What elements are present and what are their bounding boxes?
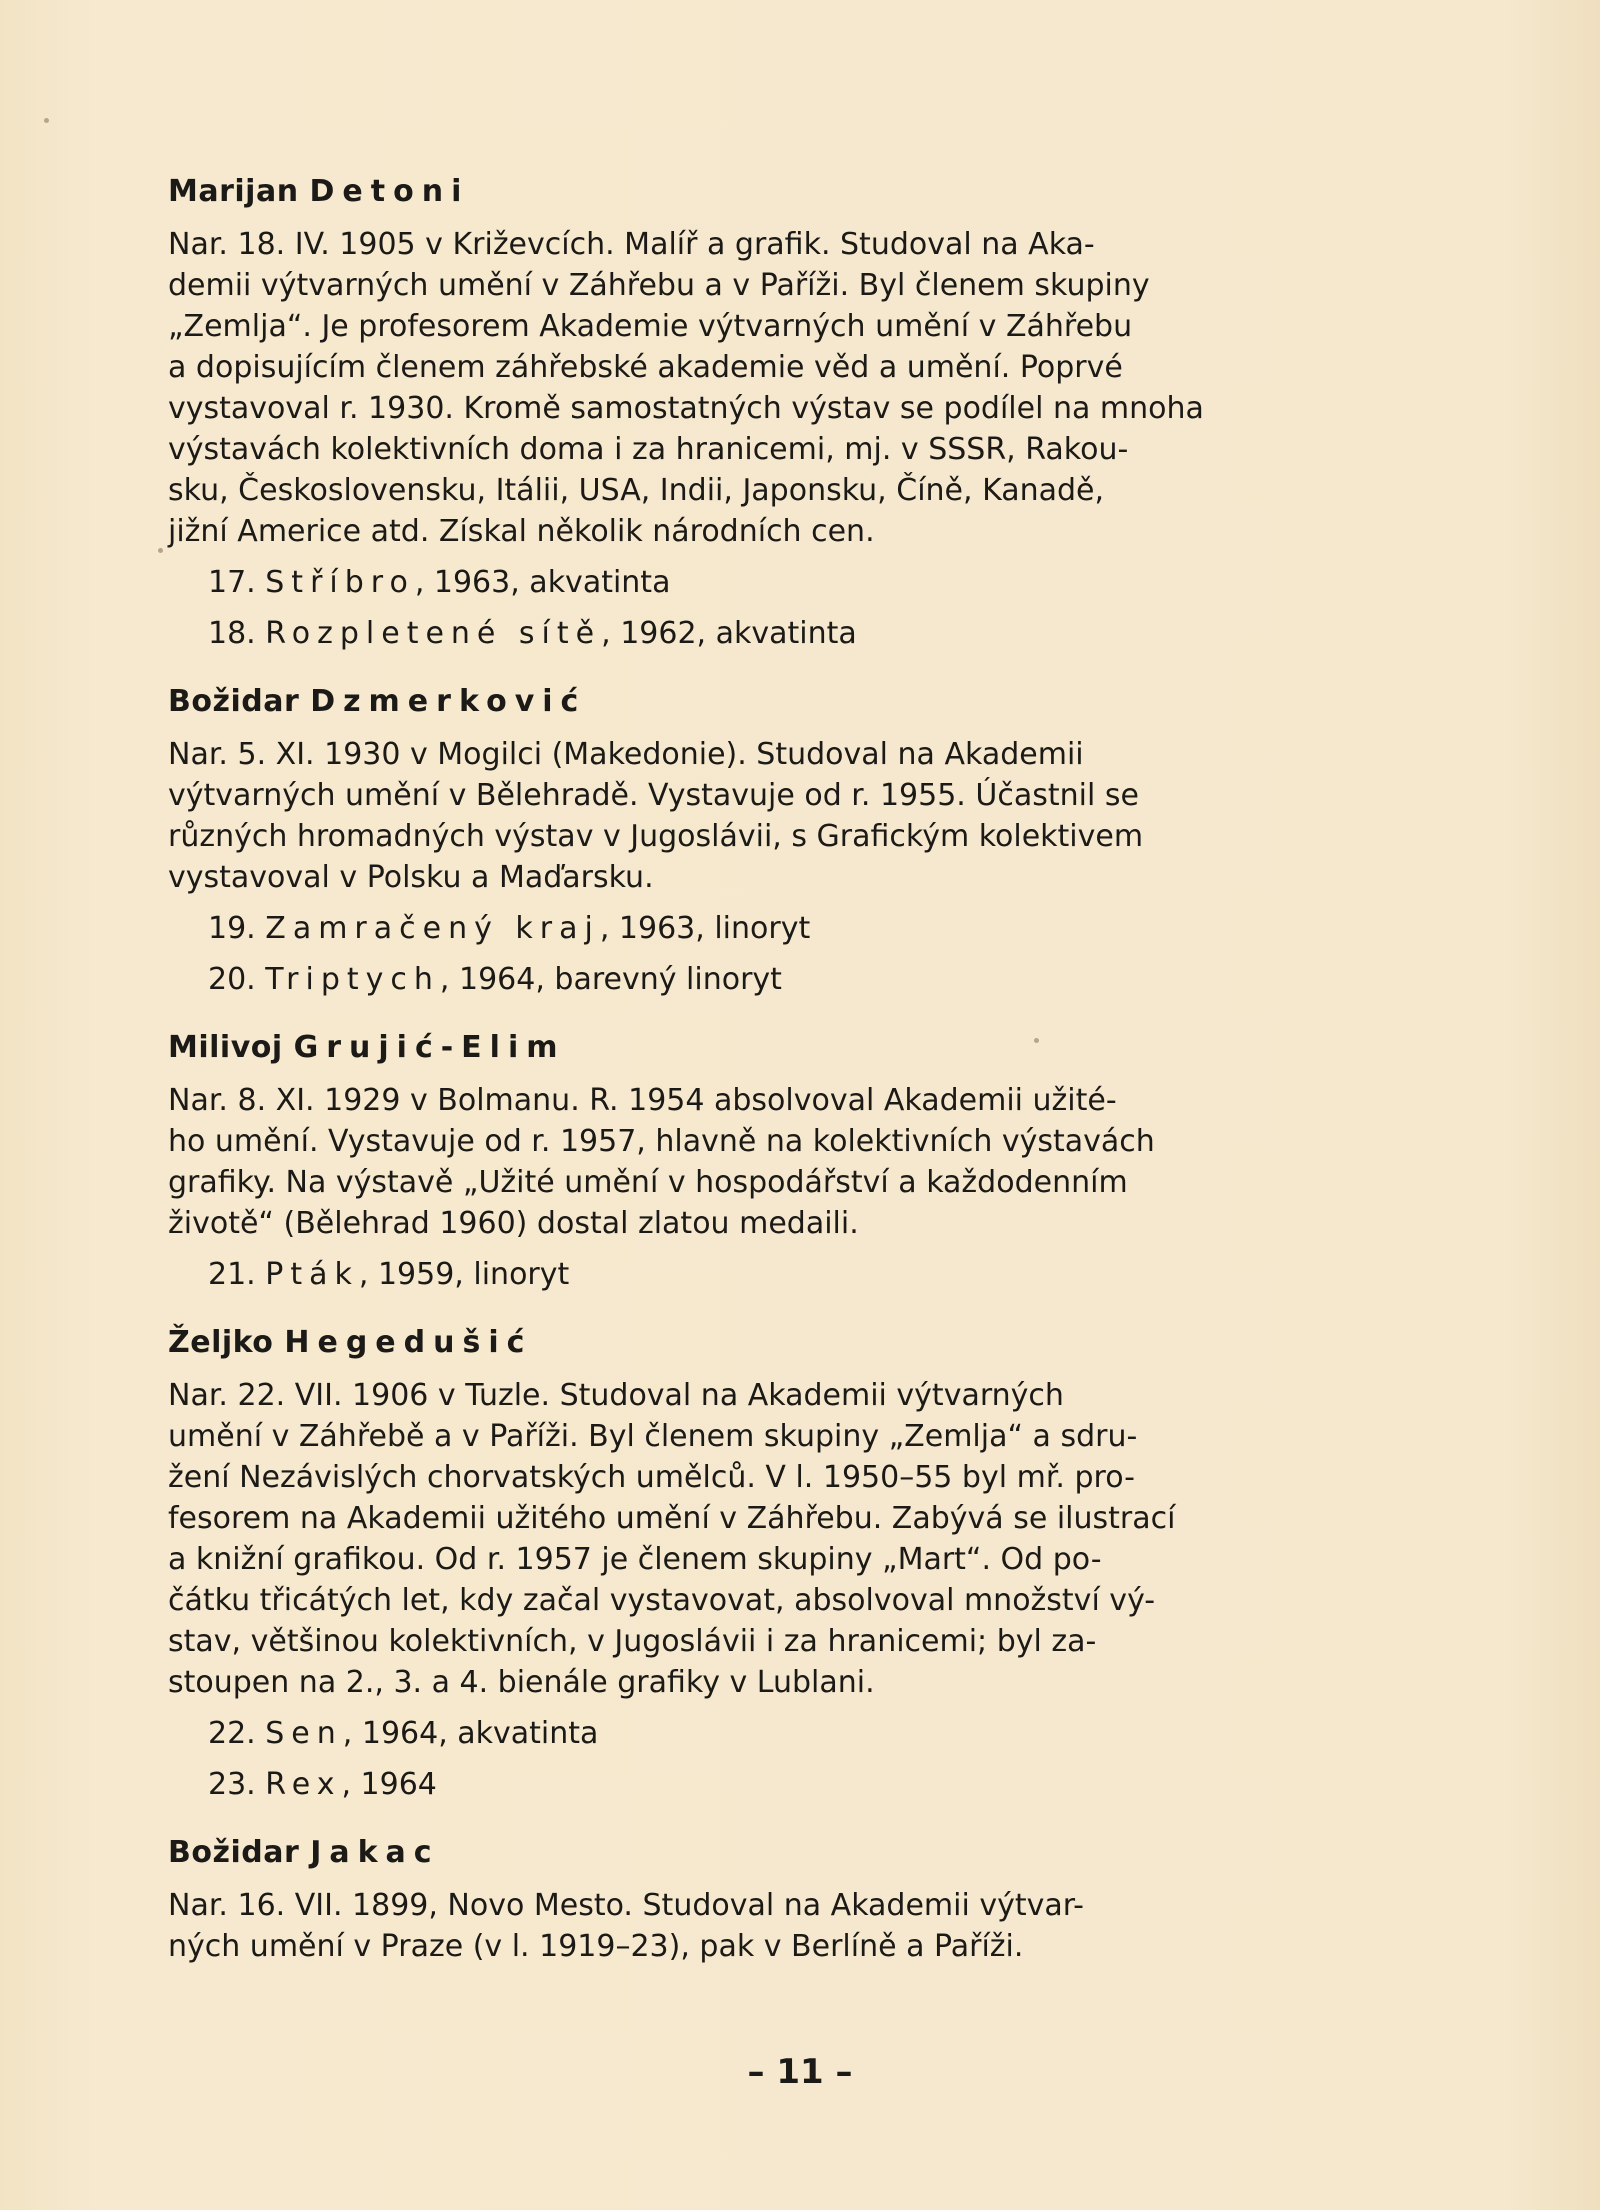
work-item bbox=[168, 1713, 1378, 1754]
work-title: Rozpletené sítě bbox=[265, 616, 602, 651]
work-details: , 1963, akvatinta bbox=[414, 565, 671, 600]
artist-surname: Jakac bbox=[310, 1835, 440, 1870]
artist-surname: Grujić-Elim bbox=[293, 1030, 566, 1065]
bio-line: Nar. 5. XI. 1930 v Mogilci (Makedonie). Studoval na Akademii bbox=[168, 737, 1084, 772]
bio-line: vystavoval v Polsku a Maďarsku. bbox=[168, 860, 654, 895]
bio-line: Nar. 22. VII. 1906 v Tuzle. Studoval na Akademii výtvarných bbox=[168, 1378, 1064, 1413]
artist-entry bbox=[168, 1833, 1378, 1967]
work-number: 20. bbox=[208, 962, 256, 997]
paper-speck bbox=[158, 548, 163, 553]
artist-name bbox=[168, 1833, 1378, 1873]
bio-line: umění v Záhřebě a v Paříži. Byl členem skupiny „Zemlja“ a sdru- bbox=[168, 1419, 1138, 1454]
bio-line: výstavách kolektivních doma i za hranicemi, mj. v SSSR, Rakou- bbox=[168, 432, 1129, 467]
work-title: Triptych bbox=[265, 962, 440, 997]
bio-line: „Zemlja“. Je profesorem Akademie výtvarných umění v Záhřebu bbox=[168, 309, 1133, 344]
bio-line: Nar. 18. IV. 1905 v Križevcích. Malíř a grafik. Studoval na Aka- bbox=[168, 227, 1095, 262]
artist-entry bbox=[168, 172, 1378, 654]
artist-first-name: Marijan bbox=[168, 174, 299, 209]
artist-entry bbox=[168, 1323, 1378, 1805]
work-number: 21. bbox=[208, 1257, 256, 1292]
work-number: 23. bbox=[208, 1767, 256, 1802]
bio-line: čátku třicátých let, kdy začal vystavovat, absolvoval množství vý- bbox=[168, 1583, 1156, 1618]
work-title: Pták bbox=[265, 1257, 359, 1292]
bio-line: grafiky. Na výstavě „Užité umění v hospodářství a každodenním bbox=[168, 1165, 1128, 1200]
artist-biography bbox=[168, 224, 1378, 552]
work-details: , 1963, linoryt bbox=[599, 911, 811, 946]
catalogue-text bbox=[168, 172, 1378, 1975]
artist-entry bbox=[168, 682, 1378, 1000]
artist-biography bbox=[168, 734, 1378, 898]
bio-line: vystavoval r. 1930. Kromě samostatných výstav se podílel na mnoha bbox=[168, 391, 1204, 426]
bio-line: Nar. 16. VII. 1899, Novo Mesto. Studoval na Akademii výtvar- bbox=[168, 1888, 1084, 1923]
artist-surname: Detoni bbox=[309, 174, 470, 209]
work-item bbox=[168, 613, 1378, 654]
bio-line: Nar. 8. XI. 1929 v Bolmanu. R. 1954 absolvoval Akademii užité- bbox=[168, 1083, 1117, 1118]
bio-line: různých hromadných výstav v Jugoslávii, s Grafickým kolektivem bbox=[168, 819, 1144, 854]
bio-line: stav, většinou kolektivních, v Jugoslávii i za hranicemi; byl za- bbox=[168, 1624, 1097, 1659]
artist-biography bbox=[168, 1885, 1378, 1967]
bio-line: stoupen na 2., 3. a 4. bienále grafiky v Lublani. bbox=[168, 1665, 875, 1700]
paper-speck bbox=[44, 118, 49, 123]
entry-spacer bbox=[168, 1000, 1378, 1028]
bio-line: životě“ (Bělehrad 1960) dostal zlatou medaili. bbox=[168, 1206, 859, 1241]
work-item bbox=[168, 562, 1378, 603]
work-details: , 1964 bbox=[341, 1767, 437, 1802]
artist-first-name: Milivoj bbox=[168, 1030, 283, 1065]
entry-spacer bbox=[168, 1805, 1378, 1833]
work-item bbox=[168, 908, 1378, 949]
artist-name bbox=[168, 682, 1378, 722]
work-title: Zamračený kraj bbox=[265, 911, 600, 946]
work-item bbox=[168, 1764, 1378, 1805]
work-title: Rex bbox=[265, 1767, 342, 1802]
work-number: 22. bbox=[208, 1716, 256, 1751]
bio-line: ných umění v Praze (v l. 1919–23), pak v Berlíně a Paříži. bbox=[168, 1929, 1024, 1964]
work-title: Sen bbox=[265, 1716, 343, 1751]
entry-spacer bbox=[168, 654, 1378, 682]
page-number: – 11 – bbox=[747, 2052, 853, 2092]
artist-first-name: Božidar bbox=[168, 684, 300, 719]
paper-speck bbox=[1034, 1038, 1039, 1043]
work-details: , 1964, akvatinta bbox=[342, 1716, 599, 1751]
work-number: 18. bbox=[208, 616, 256, 651]
artist-first-name: Željko bbox=[168, 1325, 274, 1360]
artist-surname: Hegedušić bbox=[284, 1325, 533, 1360]
bio-line: žení Nezávislých chorvatských umělců. V l. 1950–55 byl mř. pro- bbox=[168, 1460, 1135, 1495]
bio-line: sku, Československu, Itálii, USA, Indii, Japonsku, Číně, Kanadě, bbox=[168, 473, 1105, 508]
artist-name bbox=[168, 172, 1378, 212]
bio-line: demii výtvarných umění v Záhřebu a v Paříži. Byl členem skupiny bbox=[168, 268, 1150, 303]
bio-line: výtvarných umění v Bělehradě. Vystavuje od r. 1955. Účastnil se bbox=[168, 778, 1139, 813]
bio-line: jižní Americe atd. Získal několik národních cen. bbox=[168, 514, 875, 549]
artist-biography bbox=[168, 1375, 1378, 1703]
entry-spacer bbox=[168, 1295, 1378, 1323]
work-details: , 1962, akvatinta bbox=[601, 616, 857, 651]
artist-surname: Dzmerković bbox=[310, 684, 587, 719]
bio-line: a knižní grafikou. Od r. 1957 je členem skupiny „Mart“. Od po- bbox=[168, 1542, 1102, 1577]
work-details: , 1964, barevný linoryt bbox=[439, 962, 782, 997]
work-title: Stříbro bbox=[265, 565, 415, 600]
work-item bbox=[168, 1254, 1378, 1295]
bio-line: a dopisujícím členem záhřebské akademie věd a umění. Poprvé bbox=[168, 350, 1123, 385]
artist-name bbox=[168, 1323, 1378, 1363]
work-item bbox=[168, 959, 1378, 1000]
artist-first-name: Božidar bbox=[168, 1835, 300, 1870]
bio-line: fesorem na Akademii užitého umění v Záhřebu. Zabývá se ilustrací bbox=[168, 1501, 1176, 1536]
work-number: 19. bbox=[208, 911, 256, 946]
bio-line: ho umění. Vystavuje od r. 1957, hlavně na kolektivních výstavách bbox=[168, 1124, 1155, 1159]
artist-entry bbox=[168, 1028, 1378, 1295]
artist-name bbox=[168, 1028, 1378, 1068]
artist-biography bbox=[168, 1080, 1378, 1244]
work-number: 17. bbox=[208, 565, 256, 600]
work-details: , 1959, linoryt bbox=[358, 1257, 570, 1292]
